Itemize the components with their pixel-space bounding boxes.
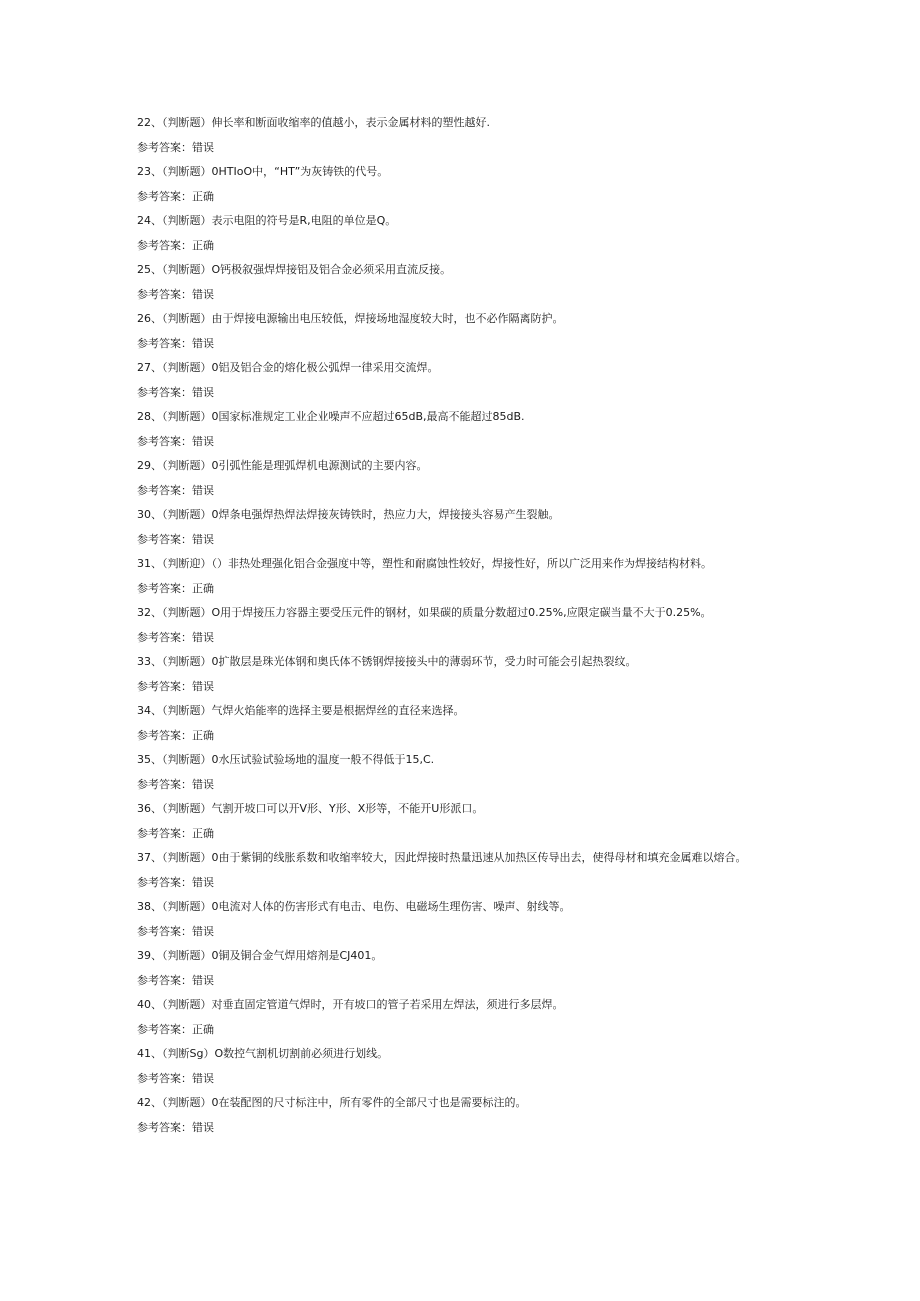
- answer-text: 参考答案：错误: [137, 532, 214, 546]
- question-item: [137, 111, 787, 160]
- question-text: 23、（判断题）0HTIoO中，“HT”为灰铸铁的代号。: [137, 165, 389, 178]
- question-text: 38、（判断题）0电流对人体的伤害形式有电击、电伤、电磁场生理伤害、噪声、射线等。: [137, 900, 571, 913]
- question-item: [137, 552, 787, 601]
- answer-text: 参考答案：错误: [137, 434, 214, 448]
- question-text: 42、（判断题）0在装配图的尺寸标注中，所有零件的全部尺寸也是需要标注的。: [137, 1096, 527, 1109]
- question-text: 30、（判断题）0焊条电强焊热焊法焊接灰铸铁时，热应力大，焊接接头容易产生裂触。: [137, 508, 560, 521]
- question-item: [137, 503, 787, 552]
- question-text: 35、（判断题）0水压试验试验场地的温度一般不得低于15,C.: [137, 753, 435, 766]
- question-item: [137, 699, 787, 748]
- question-item: [137, 944, 787, 993]
- answer-text: 参考答案：错误: [137, 1071, 214, 1085]
- answer-text: 参考答案：正确: [137, 1022, 214, 1036]
- answer-text: 参考答案：错误: [137, 385, 214, 399]
- answer-text: 参考答案：正确: [137, 189, 214, 203]
- answer-text: 参考答案：错误: [137, 875, 214, 889]
- question-text: 25、（判断题）O钙极叙强焊焊接铝及铝合金必须采用直流反接。: [137, 263, 452, 276]
- question-item: [137, 993, 787, 1042]
- answer-text: 参考答案：正确: [137, 238, 214, 252]
- question-text: 28、（判断题）0国家标准规定工业企业噪声不应超过65dB,最高不能超过85dB.: [137, 410, 525, 423]
- answer-text: 参考答案：错误: [137, 630, 214, 644]
- question-item: [137, 356, 787, 405]
- question-text: 22、（判断题）伸长率和断面收缩率的值越小，表示金属材料的塑性越好.: [137, 116, 490, 129]
- question-item: [137, 650, 787, 699]
- question-item: [137, 1042, 787, 1091]
- question-item: [137, 258, 787, 307]
- answer-text: 参考答案：错误: [137, 973, 214, 987]
- question-text: 31、（判断迎）（）非热处理强化铝合金强度中等，塑性和耐腐蚀性较好，焊接性好，所以广泛用来作为焊接结构材料。: [137, 557, 712, 570]
- answer-text: 参考答案：错误: [137, 140, 214, 154]
- answer-text: 参考答案：正确: [137, 728, 214, 742]
- answer-text: 参考答案：错误: [137, 483, 214, 497]
- question-text: 37、（判断题）0由于紫铜的线胀系数和收缩率较大，因此焊接时热量迅速从加热区传导出去，使得母材和填充金属难以熔合。: [137, 851, 747, 864]
- question-item: [137, 160, 787, 209]
- answer-text: 参考答案：错误: [137, 287, 214, 301]
- question-item: [137, 748, 787, 797]
- answer-text: 参考答案：错误: [137, 924, 214, 938]
- answer-text: 参考答案：正确: [137, 826, 214, 840]
- question-item: [137, 846, 787, 895]
- question-text: 39、（判断题）0铜及铜合金气焊用熔剂是CJ401。: [137, 949, 383, 962]
- question-text: 33、（判断题）0扩散层是珠光体钢和奥氏体不锈钢焊接接头中的薄弱环节，受力时可能会引起热裂纹。: [137, 655, 637, 668]
- answer-text: 参考答案：错误: [137, 679, 214, 693]
- question-text: 27、（判断题）0铝及铝合金的熔化极公弧焊一律采用交流焊。: [137, 361, 439, 374]
- question-item: [137, 209, 787, 258]
- question-item: [137, 797, 787, 846]
- answer-text: 参考答案：错误: [137, 777, 214, 791]
- answer-text: 参考答案：错误: [137, 336, 214, 350]
- question-text: 29、（判断题）0引弧性能是理弧焊机电源测试的主要内容。: [137, 459, 428, 472]
- question-item: [137, 895, 787, 944]
- question-text: 40、（判断题）对垂直固定管道气焊时，开有坡口的管子若采用左焊法，须进行多层焊。: [137, 998, 564, 1011]
- answer-text: 参考答案：正确: [137, 581, 214, 595]
- question-item: [137, 405, 787, 454]
- question-text: 24、（判断题）表示电阻的符号是R,电阻的单位是Q。: [137, 214, 397, 227]
- question-item: [137, 307, 787, 356]
- question-text: 36、（判断题）气割开坡口可以开V形、Y形、X形等，不能开U形派口。: [137, 802, 484, 815]
- document-page: [137, 111, 787, 1140]
- question-item: [137, 1091, 787, 1140]
- question-item: [137, 601, 787, 650]
- question-text: 34、（判断题）气焊火焰能率的选择主要是根据焊丝的直径来选择。: [137, 704, 465, 717]
- question-text: 41、（判断Sg）O数控气割机切割前必须进行划线。: [137, 1047, 389, 1060]
- question-text: 32、（判断题）O用于焊接压力容器主要受压元件的钢材，如果碳的质量分数超过0.25%,应限定碳当量不大于0.25%。: [137, 606, 712, 619]
- question-text: 26、（判断题）由于焊接电源输出电压较低，焊接场地湿度较大时，也不必作隔离防护。: [137, 312, 564, 325]
- answer-text: 参考答案：错误: [137, 1120, 214, 1134]
- question-item: [137, 454, 787, 503]
